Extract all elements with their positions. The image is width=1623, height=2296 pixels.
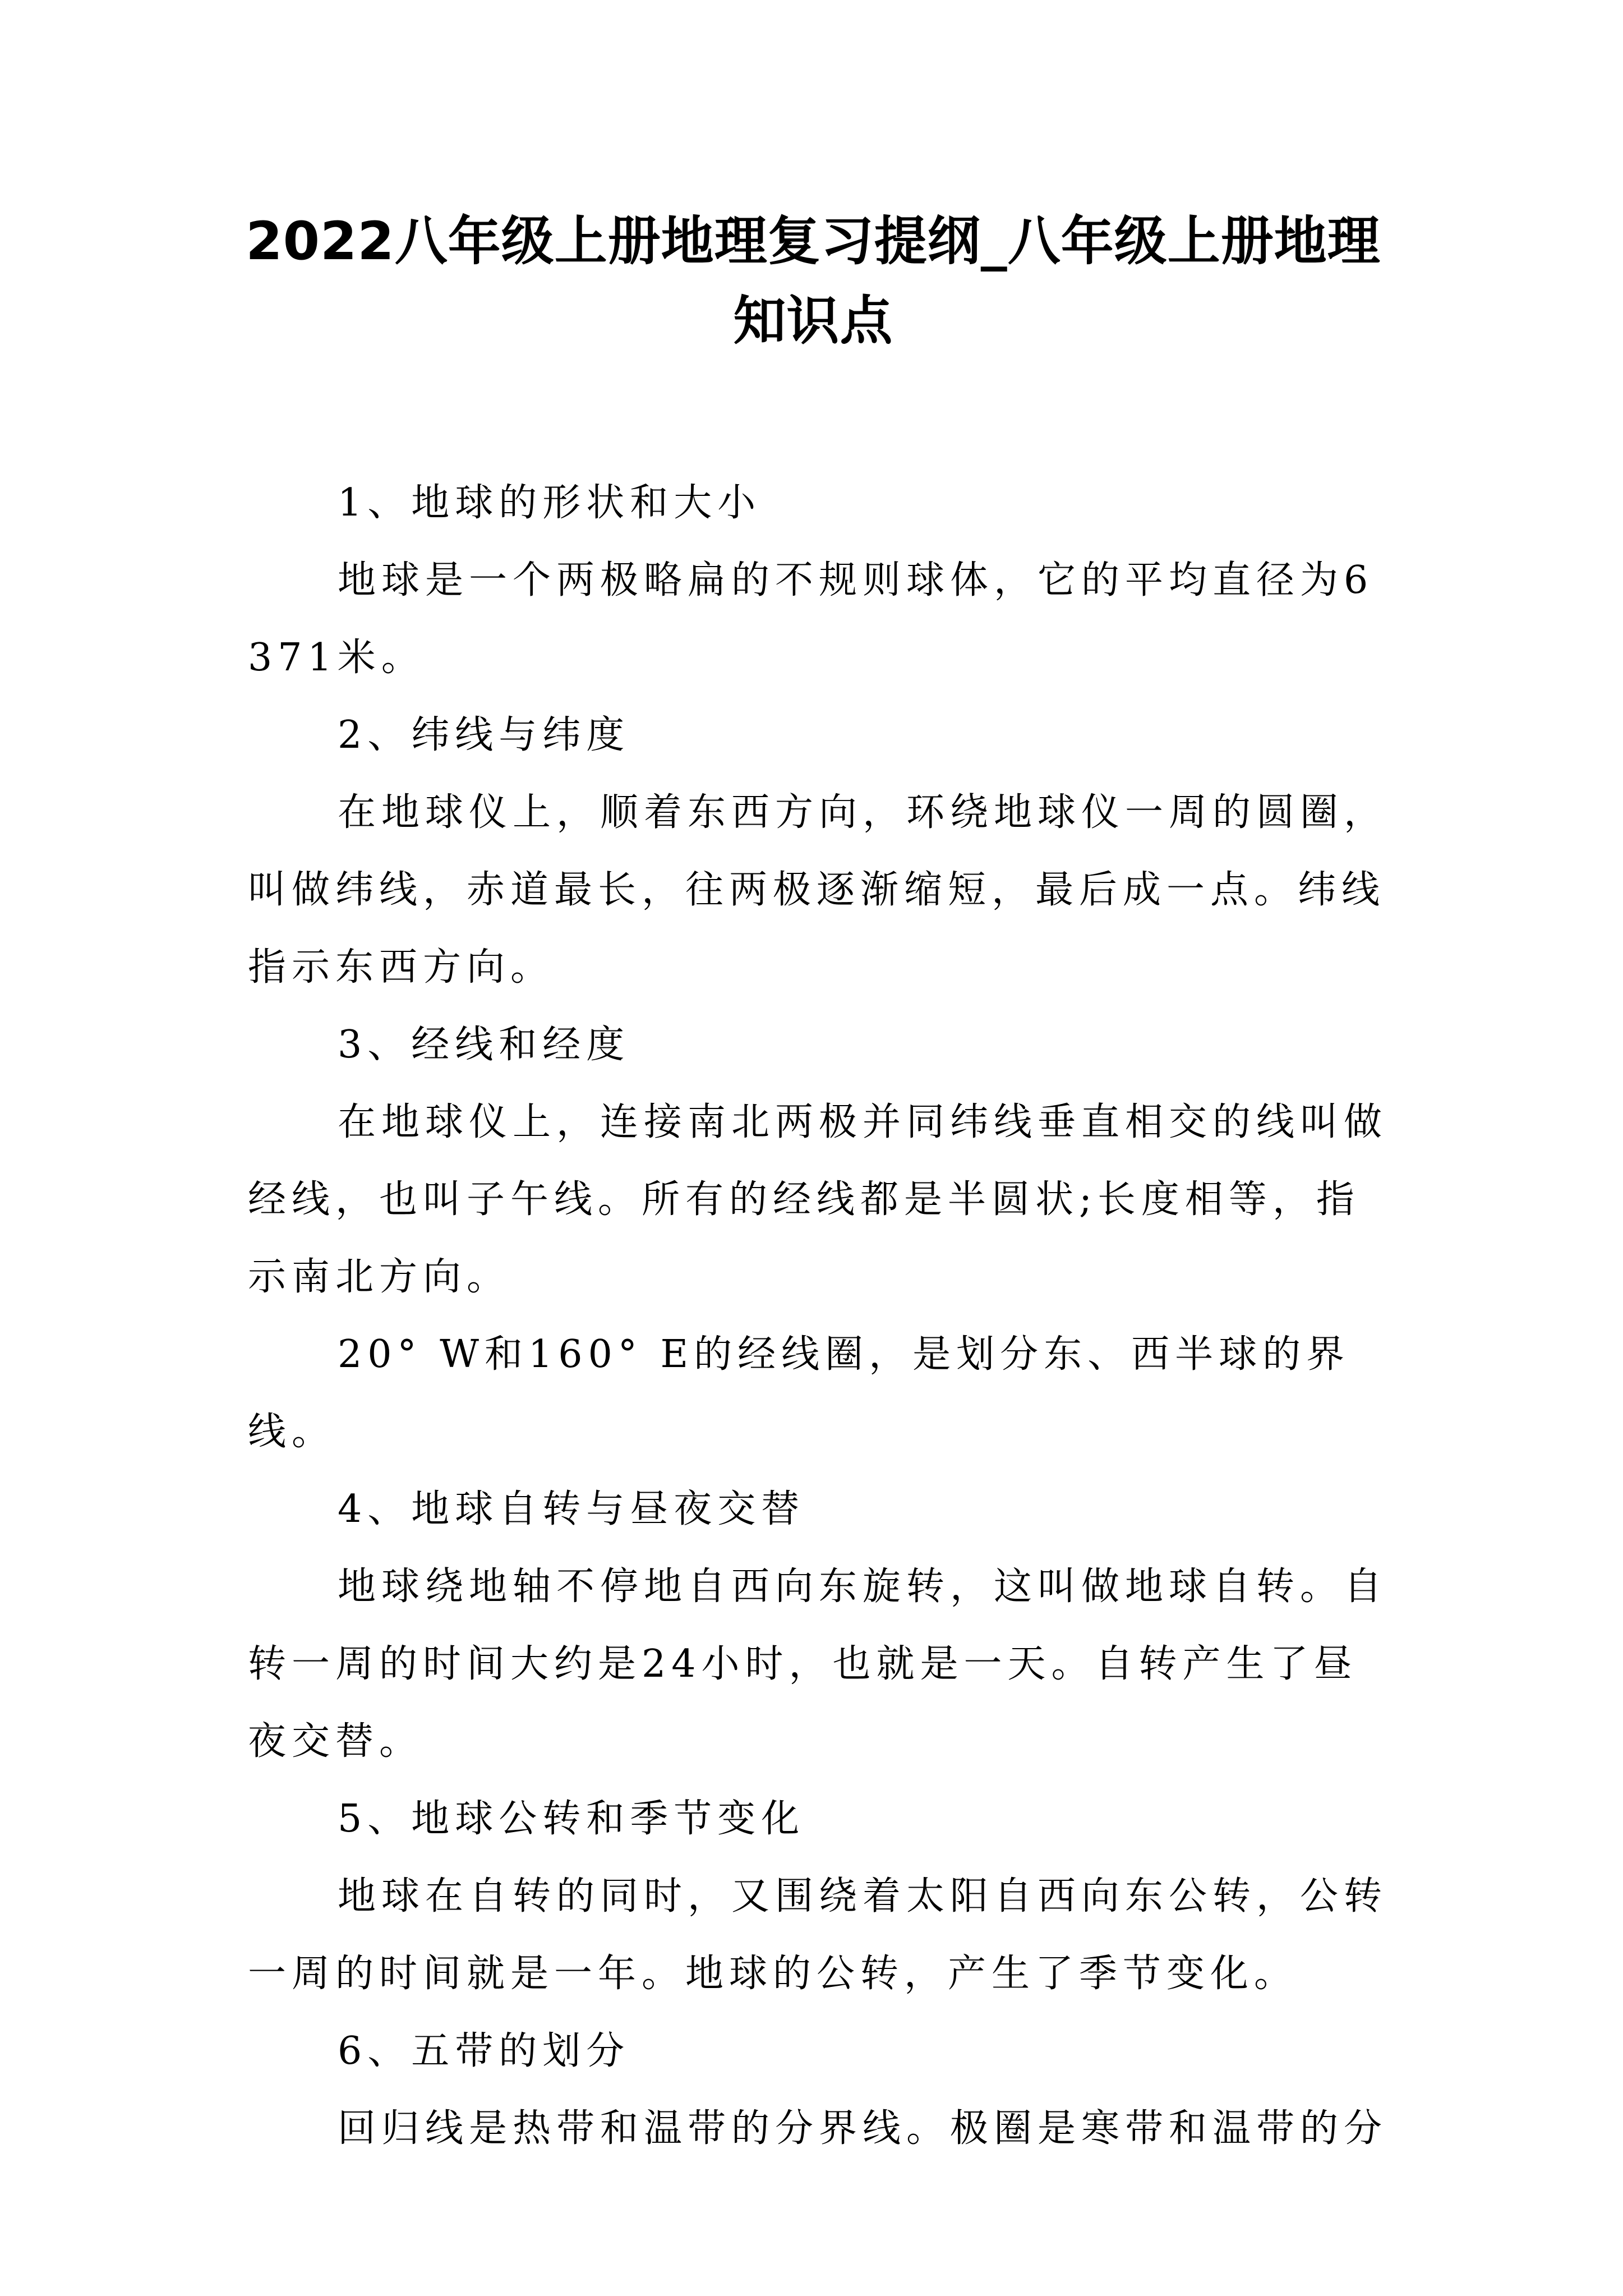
section-heading-5: 5、地球公转和季节变化 bbox=[338, 1797, 805, 1841]
paragraph: 地球绕地轴不停地自西向东旋转，这叫做地球自转。自转一周的时间大约是24小时，也就是一天。自转产生了昼夜交替。 bbox=[248, 1565, 1388, 1764]
section-heading-6: 6、五带的划分 bbox=[338, 2029, 630, 2073]
paragraph: 地球是一个两极略扁的不规则球体，它的平均直径为6371米。 bbox=[248, 558, 1374, 680]
section-heading-1: 1、地球的形状和大小 bbox=[338, 481, 762, 525]
paragraph: 回归线是热带和温带的分界线。极圈是寒带和温带的分 bbox=[338, 2106, 1388, 2151]
section-heading-4: 4、地球自转与昼夜交替 bbox=[338, 1487, 805, 1531]
section-heading-3: 3、经线和经度 bbox=[338, 1023, 630, 1067]
section-heading-2: 2、纬线与纬度 bbox=[338, 713, 630, 757]
paragraph: 在地球仪上，连接南北两极并同纬线垂直相交的线叫做经线，也叫子午线。所有的经线都是半圆状;长度相等，指示南北方向。 bbox=[248, 1100, 1388, 1299]
document-body bbox=[248, 464, 1392, 2168]
paragraph: 在地球仪上，顺着东西方向，环绕地球仪一周的圆圈，叫做纬线，赤道最长，往两极逐渐缩短，最后成一点。纬线指示东西方向。 bbox=[248, 790, 1388, 990]
paragraph: 地球在自转的同时，又围绕着太阳自西向东公转，公转一周的时间就是一年。地球的公转，产生了季节变化。 bbox=[248, 1874, 1388, 1996]
document-title: 2022八年级上册地理复习提纲_八年级上册地理知识点 bbox=[246, 211, 1381, 352]
paragraph: 20° W和160° E的经线圈，是划分东、西半球的界线。 bbox=[248, 1332, 1350, 1454]
